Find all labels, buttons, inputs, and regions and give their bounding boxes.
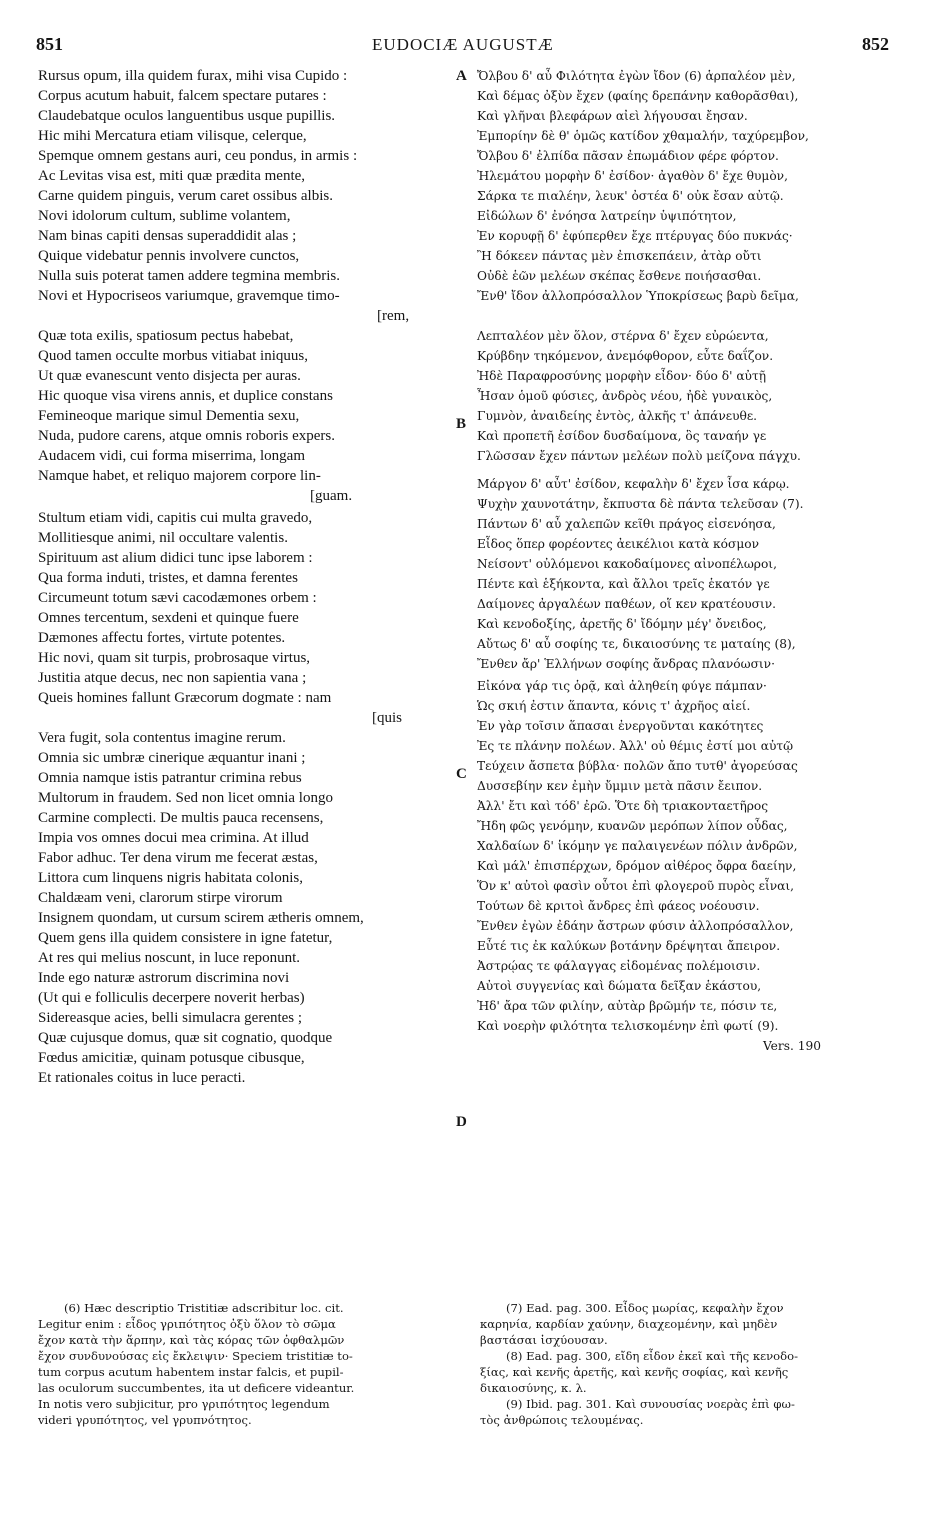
greek-verse-line: Ἔνθ' ἴδον ἀλλοπρόσαλλον Ὑποκρίσεως βαρὺ δεῖμα, bbox=[477, 289, 799, 303]
greek-verse-line: Ἤδη φῶς γενόμην, κυανῶν μερόπων λίπον οὖδας, bbox=[477, 819, 788, 833]
greek-verse-line: Ἠδ' ἄρα τῶν φιλίην, αὐτὰρ βρῶμήν τε, πόσιν τε, bbox=[477, 999, 778, 1013]
latin-verse-line: Omnes tercentum, sexdeni et quinque fuere bbox=[38, 610, 299, 626]
margin-marker-c: C bbox=[456, 766, 467, 782]
greek-verse-line: Γλῶσσαν ἔχεν πάντων μελέων πολὺ μείζονα πάγχυ. bbox=[477, 449, 801, 463]
greek-verse-line: Τούτων δὲ κριτοὶ ἄνδρες ἐπὶ φάεος νοέουσιν. bbox=[477, 899, 760, 913]
latin-verse-line: Stultum etiam vidi, capitis cui multa gravedo, bbox=[38, 510, 313, 526]
footnote-line: ἔχον κατὰ τὴν ἅρπην, καὶ τὰς κόρας τῶν ὀφθαλμῶν bbox=[38, 1333, 345, 1347]
latin-verse-line: Carmine complecti. De multis pauca recensens, bbox=[38, 810, 324, 826]
latin-verse-line: Insignem quondam, ut cursum scirem ætheris omnem, bbox=[38, 910, 364, 926]
greek-verse-line: Ἔνθεν ἐγὼν ἐδάην ἄστρων φύσιν ἀλλοπρόσαλλον, bbox=[477, 919, 794, 933]
latin-verse-line: Et rationales coitus in luce peracti. bbox=[38, 1070, 246, 1086]
latin-verse-line: Quem gens illa quidem consistere in igne fatetur, bbox=[38, 930, 333, 946]
latin-verse-line: Circumeunt totum sævi cacodæmones orbem : bbox=[38, 590, 317, 606]
greek-verse-line: Ἐμπορίην δὲ θ' ὁμῶς κατίδον χθαμαλήν, ταχύρεμβον, bbox=[477, 129, 809, 143]
latin-verse-line: Nuda, pudore carens, atque omnis roboris expers. bbox=[38, 428, 335, 444]
greek-verse-line: Ὅν κ' αὐτοὶ φασὶν οὗτοι ἐπὶ φλογεροῦ πυρὸς εἶναι, bbox=[477, 879, 795, 893]
latin-verse-line: (Ut qui e folliculis decerpere noverit herbas) bbox=[38, 990, 305, 1006]
latin-verse-line: Nam binas capiti densas superaddidit alas ; bbox=[38, 228, 297, 244]
greek-verse-line: Ἠδὲ Παραφροσύνης μορφὴν εἶδον· δύο δ' αὐτῇ bbox=[477, 369, 767, 383]
latin-verse-line: Novi idolorum cultum, sublime volantem, bbox=[38, 208, 291, 224]
greek-verse-line: Ἢ δόκεεν πάντας μὲν ἐπισκεπάειν, ἀτὰρ οὔτι bbox=[477, 249, 762, 263]
latin-verse-line: Claudebatque oculos languentibus usque pupillis. bbox=[38, 108, 336, 124]
latin-verse-line: Quod tamen occulte morbus vitiabat iniquus, bbox=[38, 348, 308, 364]
page-header bbox=[0, 34, 926, 64]
greek-verse-line: Εὖτέ τις ἐκ καλύκων βοτάνην δρέψηται ἄπειρον. bbox=[477, 939, 781, 953]
latin-verse-line: Quæ cujusque domus, quæ sit cognatio, quodque bbox=[38, 1030, 333, 1046]
footnote-line: ἔχον συνδυνούσας εἰς ἔκλειψιν· Speciem tristitiæ to- bbox=[38, 1349, 353, 1363]
latin-verse-line: Corpus acutum habuit, falcem spectare putares : bbox=[38, 88, 327, 104]
latin-verse-line: Namque habet, et reliquo majorem corpore lin- bbox=[38, 468, 321, 484]
greek-verse-line: Δυσσεβίην κεν ἐμὴν ὔμμιν μετὰ πᾶσιν ἔειπον. bbox=[477, 779, 763, 793]
margin-marker-d: D bbox=[456, 1114, 467, 1130]
latin-verse-line: Impia vos omnes docui mea crimina. At illud bbox=[38, 830, 309, 846]
latin-verse-line: Audacem vidi, cui forma miserrima, longam bbox=[38, 448, 306, 464]
latin-verse-line: [quis bbox=[372, 710, 402, 726]
greek-verse-line: Πάντων δ' αὖ χαλεπῶν κεῖθι πράγος εἰσενόησα, bbox=[477, 517, 776, 531]
latin-verse-line: Quæ tota exilis, spatiosum pectus habebat, bbox=[38, 328, 294, 344]
greek-verse-line: Γυμνὸν, ἀναιδείης ἐντὸς, ἀλκῆς τ' ἀπάνευθε. bbox=[477, 409, 758, 423]
footnote-line: βαστάσαι ἰσχύουσαν. bbox=[480, 1333, 608, 1347]
footnote-line: tum corpus acutum habentem instar falcis, et pupil- bbox=[38, 1365, 344, 1379]
latin-verse-line: Queis homines fallunt Græcorum dogmate : nam bbox=[38, 690, 332, 706]
latin-verse-line: Rursus opum, illa quidem furax, mihi visa Cupido : bbox=[38, 68, 348, 84]
margin-marker-b: B bbox=[456, 416, 467, 432]
latin-verse-line: Sidereasque acies, belli simulacra gerentes ; bbox=[38, 1010, 303, 1026]
latin-verse-line: Novi et Hypocriseos variumque, gravemque timo- bbox=[38, 288, 340, 304]
greek-verse-line: Καὶ μάλ' ἐπισπέρχων, δρόμον αἰθέρος ὄφρα δαείην, bbox=[477, 859, 797, 873]
latin-verse-line: Femineoque marique simul Dementia sexu, bbox=[38, 408, 300, 424]
footnote-line: ξίας, καὶ κενῆς ἀρετῆς, καὶ κενῆς σοφίας, καὶ κενῆς bbox=[480, 1365, 789, 1379]
latin-verse-line: Fabor adhuc. Ter dena virum me fecerat æstas, bbox=[38, 850, 318, 866]
greek-verse-line: Vers. 190 bbox=[763, 1039, 821, 1053]
latin-verse-line: Chaldæam veni, clarorum stirpe virorum bbox=[38, 890, 283, 906]
latin-verse-line: At res qui melius noscunt, in luce reponunt. bbox=[38, 950, 301, 966]
greek-verse-line: Νείσοντ' οὐλόμενοι κακοδαίμονες αἰνοπέλωροι, bbox=[477, 557, 777, 571]
greek-verse-line: Ἐς τε πλάνην πολέων. Ἀλλ' οὐ θέμις ἐστί μοι αὐτῷ bbox=[477, 739, 794, 753]
latin-verse-line: Nulla suis poterat tamen addere tegmina membris. bbox=[38, 268, 340, 284]
greek-verse-line: Ἀστρῴας τε φάλαγγας εἰδομένας πολέμοισιν. bbox=[477, 959, 761, 973]
greek-verse-line: Σάρκα τε πιαλέην, λευκ' ὀστέα δ' οὐκ ἔσαν αὐτῷ. bbox=[477, 189, 784, 203]
latin-verse-line: Carne quidem pinguis, verum caret ossibus albis. bbox=[38, 188, 333, 204]
greek-verse-line: Ἔνθεν ἄρ' Ἑλλήνων σοφίης ἄνδρας πλανόωσιν· bbox=[477, 657, 775, 671]
footnote-line: (6) Hæc descriptio Tristitiæ adscribitur loc. cit. bbox=[64, 1301, 344, 1315]
greek-verse-line: Ὄλβου δ' ἐλπίδα πᾶσαν ἐπωμάδιον φέρε φόρτον. bbox=[477, 149, 779, 163]
greek-verse-line: Καὶ δέμας ὀξὺν ἔχεν (φαίης δρεπάνην καθορᾶσθαι), bbox=[477, 89, 799, 103]
greek-verse-line: Πέντε καὶ ἑξήκοντα, καὶ ἄλλοι τρεῖς ἑκατόν γε bbox=[477, 577, 770, 591]
latin-verse-line: Dæmones affectu fortes, virtute potentes. bbox=[38, 630, 286, 646]
footnote-line: (7) Ead. pag. 300. Εἶδος μωρίας, κεφαλὴν ἔχον bbox=[506, 1301, 784, 1315]
greek-verse-line: Δαίμονες ἀργαλέων παθέων, οἵ κεν κρατέουσιν. bbox=[477, 597, 777, 611]
greek-verse-line: Μάργον δ' αὖτ' ἐσίδον, κεφαλὴν δ' ἔχεν ἶσα κάρῳ. bbox=[477, 477, 790, 491]
latin-verse-line: Littora cum linquens nigris habitata colonis, bbox=[38, 870, 303, 886]
footnote-line: (9) Ibid. pag. 301. Καὶ συνουσίας νοερὰς ἐπὶ φω- bbox=[506, 1397, 795, 1411]
footnote-line: In notis vero subjicitur, pro γριπότητος legendum bbox=[38, 1397, 330, 1411]
latin-verse-line: Spemque omnem gestans auri, ceu pondus, in armis : bbox=[38, 148, 358, 164]
latin-verse-line: Vera fugit, sola contentus imagine rerum. bbox=[38, 730, 286, 746]
greek-verse-line: Χαλδαίων δ' ἱκόμην γε παλαιγενέων πόλιν ἀνδρῶν, bbox=[477, 839, 798, 853]
greek-verse-line: Ὄλβου δ' αὖ Φιλότητα ἐγὼν ἴδον (6) ἁρπαλέον μὲν, bbox=[477, 69, 796, 83]
latin-verse-line: Hic mihi Mercatura etiam vilisque, celerque, bbox=[38, 128, 307, 144]
page-number-right: 852 bbox=[862, 34, 889, 54]
latin-verse-line: [guam. bbox=[310, 488, 353, 504]
greek-verse-line: Εἰδώλων δ' ἐνόησα λατρείην ὑψιπότητον, bbox=[477, 209, 737, 223]
latin-verse-line: Mollitiesque animi, nil occultare valentis. bbox=[38, 530, 288, 546]
latin-verse-line: Multorum in fraudem. Sed non licet omnia longo bbox=[38, 790, 333, 806]
greek-verse-line: Ὡς σκιή ἐστιν ἅπαντα, κόνις τ' ἀχρῆος αἰεί. bbox=[477, 699, 751, 713]
greek-verse-line: Καὶ προπετῆ ἐσίδον δυσδαίμονα, ὃς ταναήν γε bbox=[477, 429, 767, 443]
footnote-line: τὸς ἀνθρώποις τελουμένας. bbox=[480, 1413, 644, 1427]
latin-verse-line: Omnia namque istis patrantur crimina rebus bbox=[38, 770, 302, 786]
footnote-line: καρηνία, καρδίαν χαύνην, διαχεομένην, καὶ μηδὲν bbox=[480, 1317, 778, 1331]
greek-verse-line: Αὔτως δ' αὖ σοφίης τε, δικαιοσύνης τε ματαίης (8), bbox=[477, 637, 796, 651]
footnotes-left bbox=[38, 1300, 458, 1428]
greek-verse-line: Ψυχὴν χαυνοτάτην, ἔκπυστα δὲ πάντα τελεῦσαν (7). bbox=[477, 497, 804, 511]
greek-verse-line: Ἐν γὰρ τοῖσιν ἅπασαι ἐνεργοῦνται κακότητες bbox=[477, 719, 764, 733]
greek-verse-line: Εἶδος ὅπερ φορέοντες ἀεικέλιοι κατὰ κόσμον bbox=[477, 537, 759, 551]
greek-verse-line: Οὐδὲ ἑῶν μελέων σκέπας ἔσθενε ποιήσασθαι. bbox=[477, 269, 762, 283]
page-number-left: 851 bbox=[36, 34, 63, 54]
latin-verse-line: Hic quoque visa virens annis, et duplice constans bbox=[38, 388, 333, 404]
running-title: EUDOCIÆ AUGUSTÆ bbox=[372, 35, 554, 54]
latin-verse-line: Omnia sic umbræ cinerique æquantur inani ; bbox=[38, 750, 306, 766]
greek-verse-line: Καὶ νοερὴν φιλότητα τελισκομένην ἐπὶ φωτί (9). bbox=[477, 1019, 779, 1033]
footnote-line: videri γρυπότητος, vel γρυπνότητος. bbox=[38, 1413, 252, 1427]
greek-verse-line: Ἐν κορυφῇ δ' ἐφύπερθεν ἔχε πτέρυγας δύο πυκνάς· bbox=[477, 229, 793, 243]
greek-verse-line: Ἠλεμάτου μορφὴν δ' ἐσίδον· ἀγαθὸν δ' ἔχε θυμὸν, bbox=[477, 169, 788, 183]
greek-verse-line: Καὶ κενοδοξίης, ἀρετῆς δ' ἴδόμην μέγ' ὄνειδος, bbox=[477, 617, 767, 631]
footnote-line: (8) Ead. pag. 300, εἴδη εἶδον ἐκεῖ καὶ τῆς κενοδο- bbox=[506, 1349, 799, 1363]
latin-verse-line: Qua forma induti, tristes, et damna ferentes bbox=[38, 570, 298, 586]
greek-verse-line: Καὶ γλῆναι βλεφάρων αἰεὶ λήγουσαι ἔησαν. bbox=[477, 109, 748, 123]
greek-verse-line: Κρύβδην τηκόμενον, ἀνεμόφθορον, εὖτε δαΐζον. bbox=[477, 349, 774, 363]
latin-verse-line: Ut quæ evanescunt vento disjecta per auras. bbox=[38, 368, 301, 384]
footnote-line: Legitur enim : εἶδος γριπότητος ὀξὺ ὅλον τὸ σῶμα bbox=[38, 1317, 336, 1331]
greek-verse-line: Τεύχειν ἄσπετα βύβλα· πολῶν ἄπο τυτθ' ἀγορεύσας bbox=[477, 759, 798, 773]
latin-verse-line: Inde ego naturæ astrorum discrimina novi bbox=[38, 970, 290, 986]
greek-verse-line: Ἀλλ' ἔτι καὶ τόδ' ἐρῶ. Ὅτε δὴ τριακονταετῆρος bbox=[477, 799, 769, 813]
greek-verse-line: Λεπταλέον μὲν ὅλον, στέρνα δ' ἔχεν εὐρώεντα, bbox=[477, 329, 769, 343]
greek-verse-line: Αὐτοὶ συγγενίας καὶ δώματα δεῖξαν ἑκάστου, bbox=[477, 979, 762, 993]
latin-verse-line: [rem, bbox=[377, 308, 410, 324]
greek-verse-line: Εἰκόνα γάρ τις ὁρᾷ, καὶ ἀληθείη φύγε πάμπαν· bbox=[477, 679, 767, 693]
footnote-line: δικαιοσύνης, κ. λ. bbox=[480, 1381, 587, 1395]
latin-verse-line: Quique videbatur pennis involvere cunctos, bbox=[38, 248, 300, 264]
latin-verse-line: Ac Levitas visa est, miti quæ prædita mente, bbox=[38, 168, 306, 184]
margin-marker-a: A bbox=[456, 68, 467, 84]
greek-verse-line: Ἦσαν ὁμοῦ φύσιες, ἀνδρὸς νέου, ἠδὲ γυναικὸς, bbox=[477, 389, 773, 403]
latin-verse-line: Spirituum ast alium didici tunc ipse laborem : bbox=[38, 550, 313, 566]
latin-verse-line: Fœdus amicitiæ, quinam potusque cibusque, bbox=[38, 1050, 305, 1066]
latin-verse-line: Hic novi, quam sit turpis, probrosaque virtus, bbox=[38, 650, 311, 666]
footnote-line: las oculorum succumbentes, ita ut deficere videantur. bbox=[38, 1381, 355, 1395]
footnotes-right bbox=[480, 1300, 910, 1428]
latin-verse-line: Justitia atque decus, nec non sapientia vana ; bbox=[38, 670, 307, 686]
